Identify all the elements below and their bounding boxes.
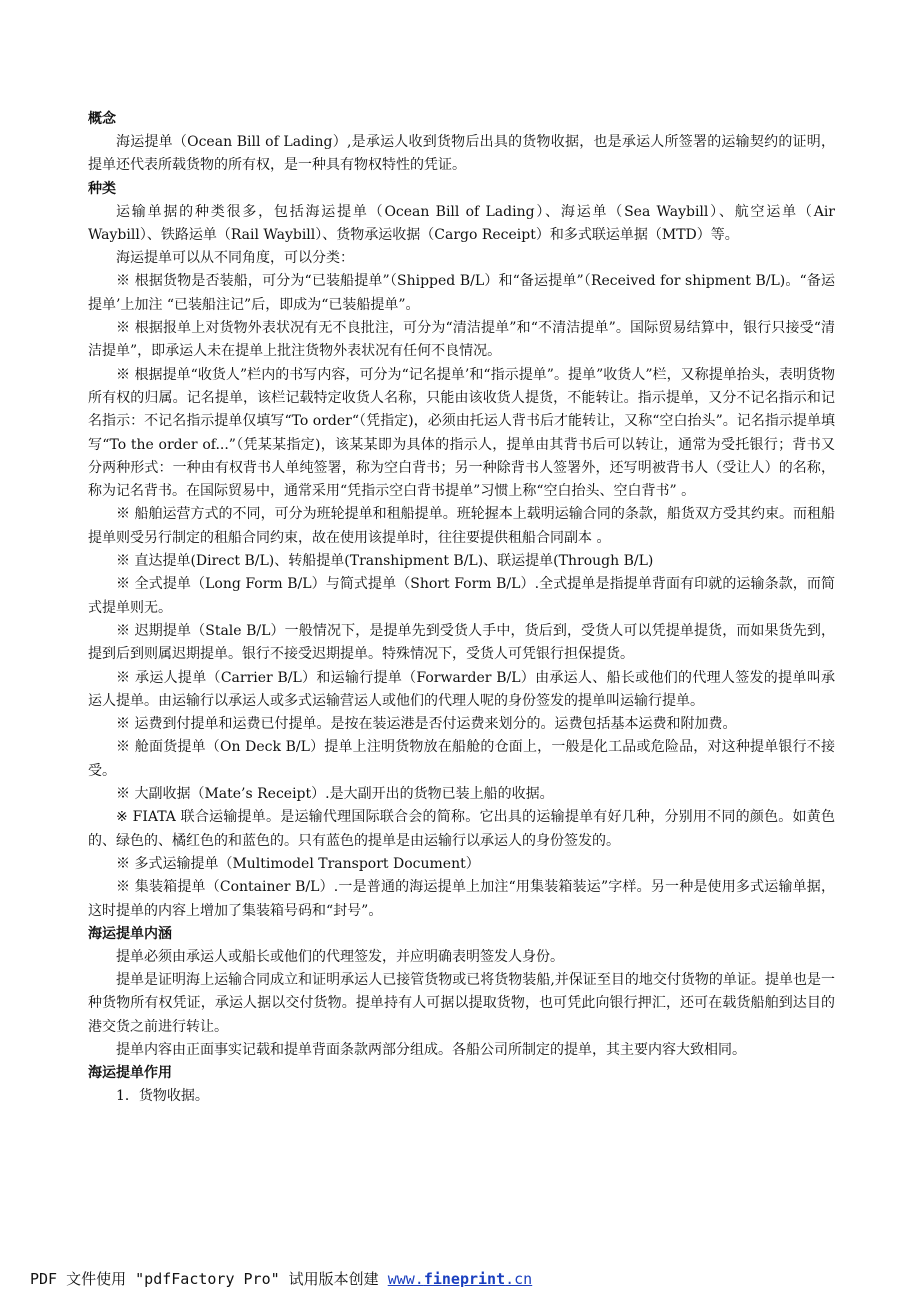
document-body [88,108,835,1109]
footer-text: PDF 文件使用 "pdfFactory Pro" 试用版本创建 [30,1270,388,1288]
paragraph: 提单是证明海上运输合同成立和证明承运人已接管货物或已将货物装船,并保证至目的地交付货物的单证。提单也是一种货物所有权凭证，承运人据以交付货物。提单持有人可据以提取货物，也可凭此向银行押汇，还可在载货船舶到达目的港交货之前进行转让。 [88,972,835,1035]
paragraph: 提单必须由承运人或船长或他们的代理签发，并应明确表明签发人身份。 [116,948,564,965]
footer-link-suffix: .cn [505,1270,533,1288]
paragraph: ※ FIATA 联合运输提单。是运输代理国际联合会的简称。它出具的运输提单有好几种，分别用不同的颜色。如黄色的、绿色的、橘红色的和蓝色的。只有蓝色的提单是由运输行以承运人的身份签发的。 [88,809,835,849]
paragraph: ※ 直达提单(Direct B/L)、转船提单(Transhipment B/L)、联运提单(Through B/L) [116,553,654,570]
paragraph: ※ 集装箱提单（Container B/L）.一是普通的海运提单上加注“用集装箱装运”字样。另一种是使用多式运输单据，这时提单的内容上增加了集装箱号码和“封号”。 [88,879,835,919]
paragraph: ※ 根据提单“收货人”栏内的书写内容，可分为“记名提单’和“指示提单”。提单”收货人”栏，又称提单抬头，表明货物所有权的归属。记名提单，该栏记载特定收货人名称，只能由该收货人提货，不能转让。指示提单，又分不记名指示和记名指示：不记名指示提单仅填写“To order“（凭指定)，必须由托运人背书后才能转让，又称“空白抬头”。记名指示提单填写“To the order of...”（凭某某指定)，该某某即为具体的指示人，提单由其背书后可以转让，通常为受托银行；背书又分两种形式：一种由有权背书人单纯签署，称为空白背书；另一种除背书人签署外，还写明被背书人（受让人）的名称，称为记名背书。在国际贸易中，通常采用“凭指示空白背书提单”习惯上称“空白抬头、空白背书” 。 [88,366,835,500]
paragraph: ※ 迟期提单（Stale B/L）一般情况下，是提单先到受货人手中，货后到，受货人可以凭提单提货，而如果货先到，提到后到则属迟期提单。银行不接受迟期提单。特殊情况下，受货人可凭银行担保提货。 [88,622,835,663]
pdf-watermark-footer [30,1268,532,1289]
paragraph: ※ 大副收据（Mate’s Receipt）.是大副开出的货物已装上船的收据。 [116,786,554,803]
paragraph: 1．货物收据。 [116,1088,209,1105]
paragraph: ※ 根据货物是否装船，可分为“已装船提单”（Shipped B/L）和“备运提单”（Received for shipment B/L)。“备运提单’上加注 “已装船注记”后，即成为“已装船提单”。 [88,273,835,313]
paragraph: 海运提单（Ocean Bill of Lading）,是承运人收到货物后出具的货物收据，也是承运人所签署的运输契约的证明，提单还代表所载货物的所有权，是一种具有物权特性的凭证。 [88,134,835,174]
section-title-bl-meaning: 海运提单内涵 [88,925,172,942]
paragraph: 提单内容由正面事实记载和提单背面条款两部分组成。各船公司所制定的提单，其主要内容大致相同。 [116,1041,746,1058]
paragraph: ※ 舱面货提单（On Deck B/L）提单上注明货物放在船舱的仓面上，一般是化工品或危险品，对这种提单银行不接受。 [88,739,835,779]
footer-link[interactable] [388,1270,533,1288]
paragraph: ※ 承运人提单（Carrier B/L）和运输行提单（Forwarder B/L）由承运人、船长或他们的代理人签发的提单叫承运人提单。由运输行以承运人或多式运输营运人或他们的代理人呢的身份签发的提单叫运输行提单。 [88,669,835,709]
footer-link-prefix: www. [387,1270,424,1288]
section-title-concept: 概念 [88,111,116,127]
paragraph: ※ 多式运输提单（Multimodel Transport Document） [116,855,480,872]
paragraph: ※ 全式提单（Long Form B/L）与简式提单（Short Form B/L）.全式提单是指提单背面有印就的运输条款，而简式提单则无。 [88,576,835,616]
paragraph: 海运提单可以从不同角度，可以分类： [116,250,354,267]
paragraph: ※ 船舶运营方式的不同，可分为班轮提单和租船提单。班轮握本上载明运输合同的条款，船货双方受其约束。而租船提单则受另行制定的租船合同约束，故在使用该提单时，往往要提供租船合同副本 。 [88,506,835,546]
paragraph: ※ 根据报单上对货物外表状况有无不良批注，可分为“清洁提单”和“不清洁提单”。国际贸易结算中，银行只接受“清洁提单”，即承运人未在提单上批注货物外表状况有任何不良情况。 [88,320,835,360]
paragraph: 运输单据的种类很多，包括海运提单（Ocean Bill of Lading）、海运单（Sea Waybill）、航空运单（Air Waybill）、铁路运单（Rail Waybill）、货物承运收据（Cargo Receipt）和多式联运单据（MTD）等。 [88,203,835,243]
paragraph: ※ 运费到付提单和运费已付提单。是按在装运港是否付运费来划分的。运费包括基本运费和附加费。 [116,716,737,733]
section-title-bl-functions: 海运提单作用 [88,1065,172,1082]
section-title-types: 种类 [88,180,116,197]
footer-link-brand: fineprint [423,1270,506,1288]
